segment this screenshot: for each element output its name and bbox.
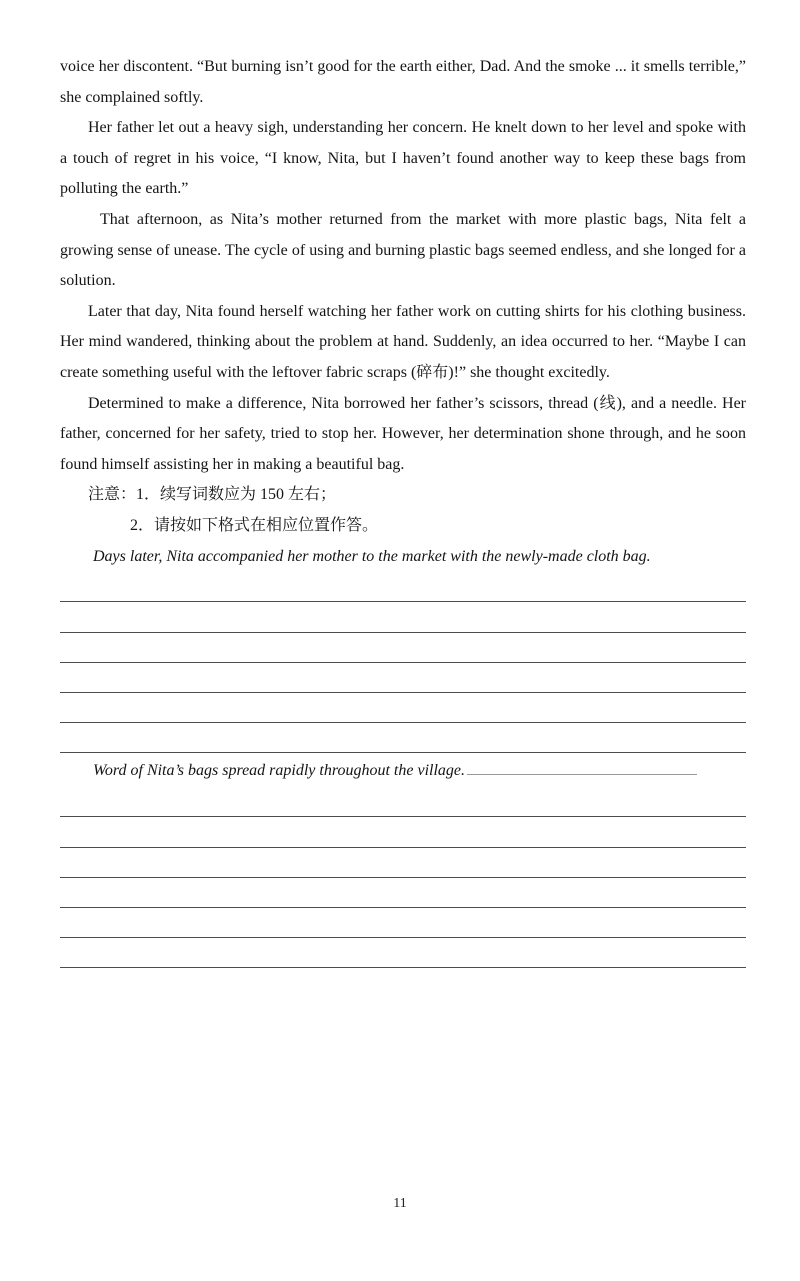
- passage: [60, 52, 746, 480]
- writing-block-2: [60, 787, 746, 968]
- passage-paragraph: voice her discontent. “But burning isn’t good for the earth either, Dad. And the smoke ... it smells terrible,” she complained softly.: [60, 58, 746, 106]
- answer-line: [60, 878, 746, 908]
- answer-line: [60, 848, 746, 878]
- continuation-prompt-2: [60, 756, 746, 787]
- writing-block-1: [60, 572, 746, 753]
- answer-line: [60, 633, 746, 663]
- notice-line-2: 2．请按如下格式在相应位置作答。: [130, 516, 379, 534]
- passage-paragraph: Determined to make a difference, Nita borrowed her father’s scissors, thread (线), and a needle. Her father, concerned for her safety, tried to stop her. However, her determination shone through, and he soon found himself assisting her in making a beautiful bag.: [60, 394, 746, 473]
- notice-line-1: 注意：1．续写词数应为 150 左右；: [88, 486, 337, 504]
- passage-paragraph: Her father let out a heavy sigh, understanding her concern. He knelt down to her level and spoke with a touch of regret in his voice, “I know, Nita, but I haven’t found another way to keep these bags from polluting the earth.”: [60, 119, 746, 198]
- answer-line: [60, 572, 746, 602]
- answer-line: [60, 723, 746, 753]
- page-number: 11: [393, 1196, 407, 1211]
- notice: [60, 480, 746, 541]
- continuation-prompt-2-text: Word of Nita’s bags spread rapidly throughout the village.: [93, 762, 466, 780]
- answer-line: [60, 938, 746, 968]
- answer-line: [60, 817, 746, 847]
- passage-paragraph: That afternoon, as Nita’s mother returned from the market with more plastic bags, Nita felt a growing sense of unease. The cycle of using and burning plastic bags seemed endless, and she longed for a solution.: [60, 210, 746, 290]
- passage-paragraph: Later that day, Nita found herself watching her father work on cutting shirts for his clothing business. Her mind wandered, thinking about the problem at hand. Suddenly, an idea occurred to her. “Maybe I can create something useful with the leftover fabric scraps (碎布)!” she thought excitedly.: [60, 302, 746, 381]
- answer-line: [60, 693, 746, 723]
- page-content: [60, 52, 746, 968]
- prompt-trailing-underline: [467, 761, 697, 775]
- continuation-prompt-1: Days later, Nita accompanied her mother to the market with the newly-made cloth bag.: [93, 547, 651, 565]
- answer-line: [60, 663, 746, 693]
- answer-line: [60, 787, 746, 817]
- answer-line: [60, 602, 746, 632]
- answer-line: [60, 908, 746, 938]
